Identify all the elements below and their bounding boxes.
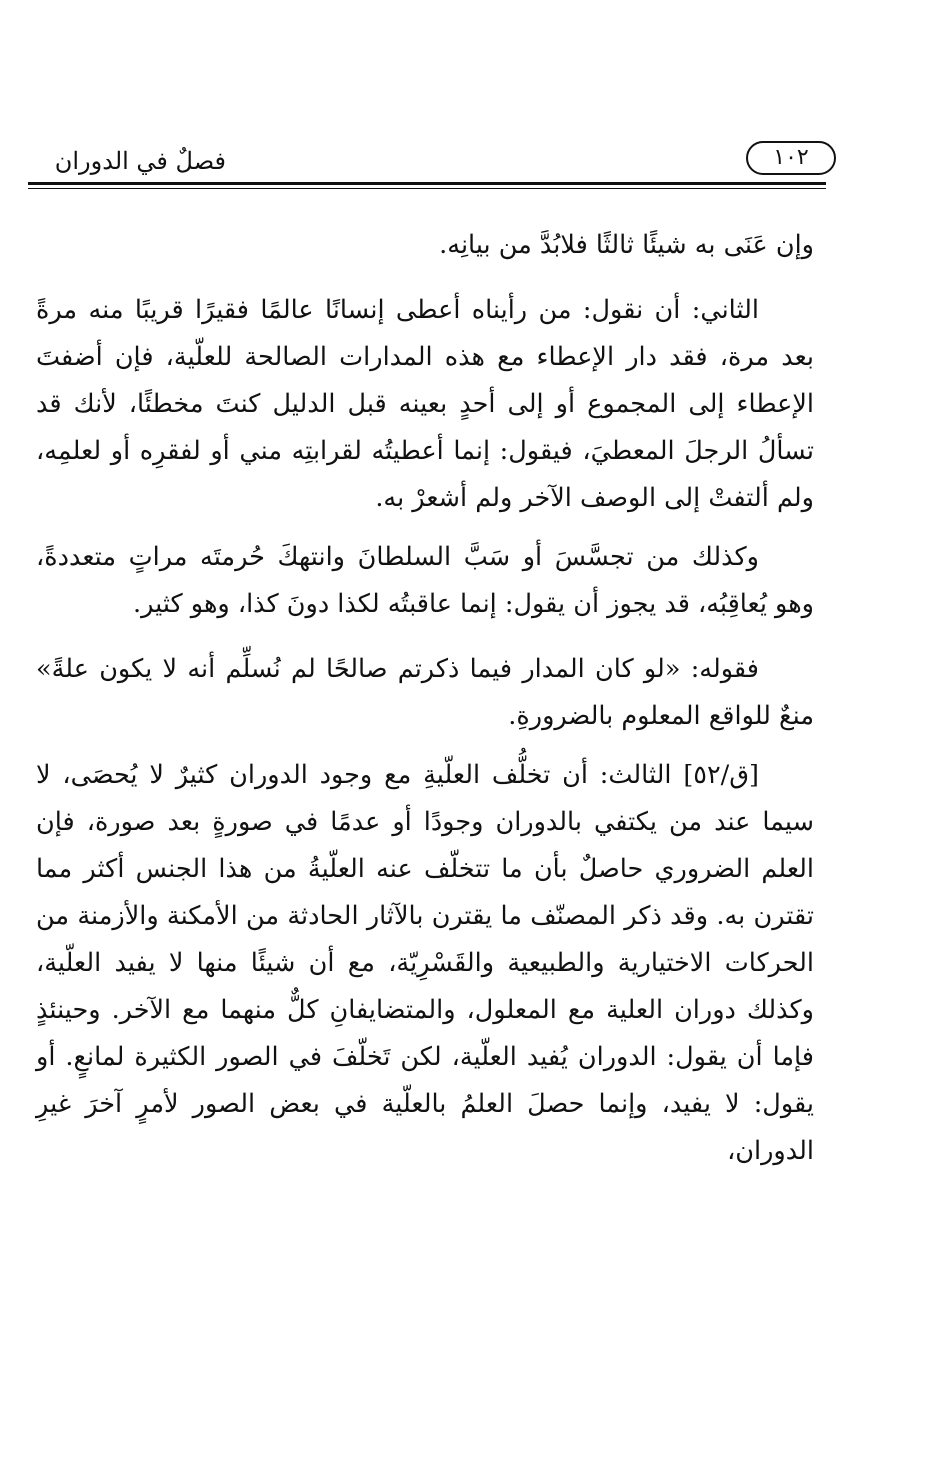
paragraph-4: فقوله: «لو كان المدار فيما ذكرتم صالحًا لم نُسلِّم أنه لا يكون علةً» منعٌ للواقع المعلوم بالضرورةِ. [36, 654, 814, 731]
header-rule-thin [28, 188, 826, 189]
running-title: فصلٌ في الدوران [54, 147, 226, 175]
page-header [28, 140, 826, 184]
header-rule-thick [28, 182, 826, 185]
page-number: ١٠٢ [746, 141, 836, 175]
paragraph-3: وكذلك من تجسَّسَ أو سَبَّ السلطانَ وانتهكَ حُرمتَه مراتٍ متعددةً، وهو يُعاقِبُه، قد يجوز أن يقول: إنما عاقبتُه لكذا دونَ كذا، وهو كثير. [36, 542, 814, 619]
paragraph-5: [ق/٥٢] الثالث: أن تخلُّف العلّيةِ مع وجود الدوران كثيرٌ لا يُحصَى، لا سيما عند من يكتفي بالدوران وجودًا أو عدمًا في صورةٍ بعد صورة، فإن العلم الضروري حاصلٌ بأن ما تتخلّف عنه العلّيةُ من هذا الجنس أكثر مما تقترن به. وقد ذكر المصنّف ما يقترن بالآثار الحادثة من الأمكنة والأزمنة من الحركات الاختيارية والطبيعية والقَسْرِيّة، مع أن شيئًا منها لا يفيد العلّية، وكذلك دوران العلية مع المعلول، والمتضايفانِ كلٌّ منهما مع الآخر. وحينئذٍ فإما أن يقول: الدوران يُفيد العلّية، لكن تَخلّفَ في الصور الكثيرة لمانعٍ. أو يقول: لا يفيد، وإنما حصلَ العلمُ بالعلّية في بعض الصور لأمرٍ آخرَ غيرِ الدوران، [36, 760, 814, 1166]
page-body [36, 222, 814, 1187]
paragraph-2: الثاني: أن نقول: من رأيناه أعطى إنسانًا عالمًا فقيرًا قريبًا منه مرةً بعد مرة، فقد دار الإعطاء مع هذه المدارات الصالحة للعلّية، فإن أضفتَ الإعطاء إلى المجموع أو إلى أحدٍ بعينه قبل الدليل كنتَ مخطئًا، لأنك قد تسألُ الرجلَ المعطيَ، فيقول: إنما أعطيتُه لقرابتِه مني أو لفقرِه أو لعلمِه، ولم ألتفتْ إلى الوصف الآخر ولم أشعرْ به. [36, 295, 814, 513]
paragraph-1: وإن عَنَى به شيئًا ثالثًا فلابُدَّ من بيانِه. [439, 230, 814, 260]
